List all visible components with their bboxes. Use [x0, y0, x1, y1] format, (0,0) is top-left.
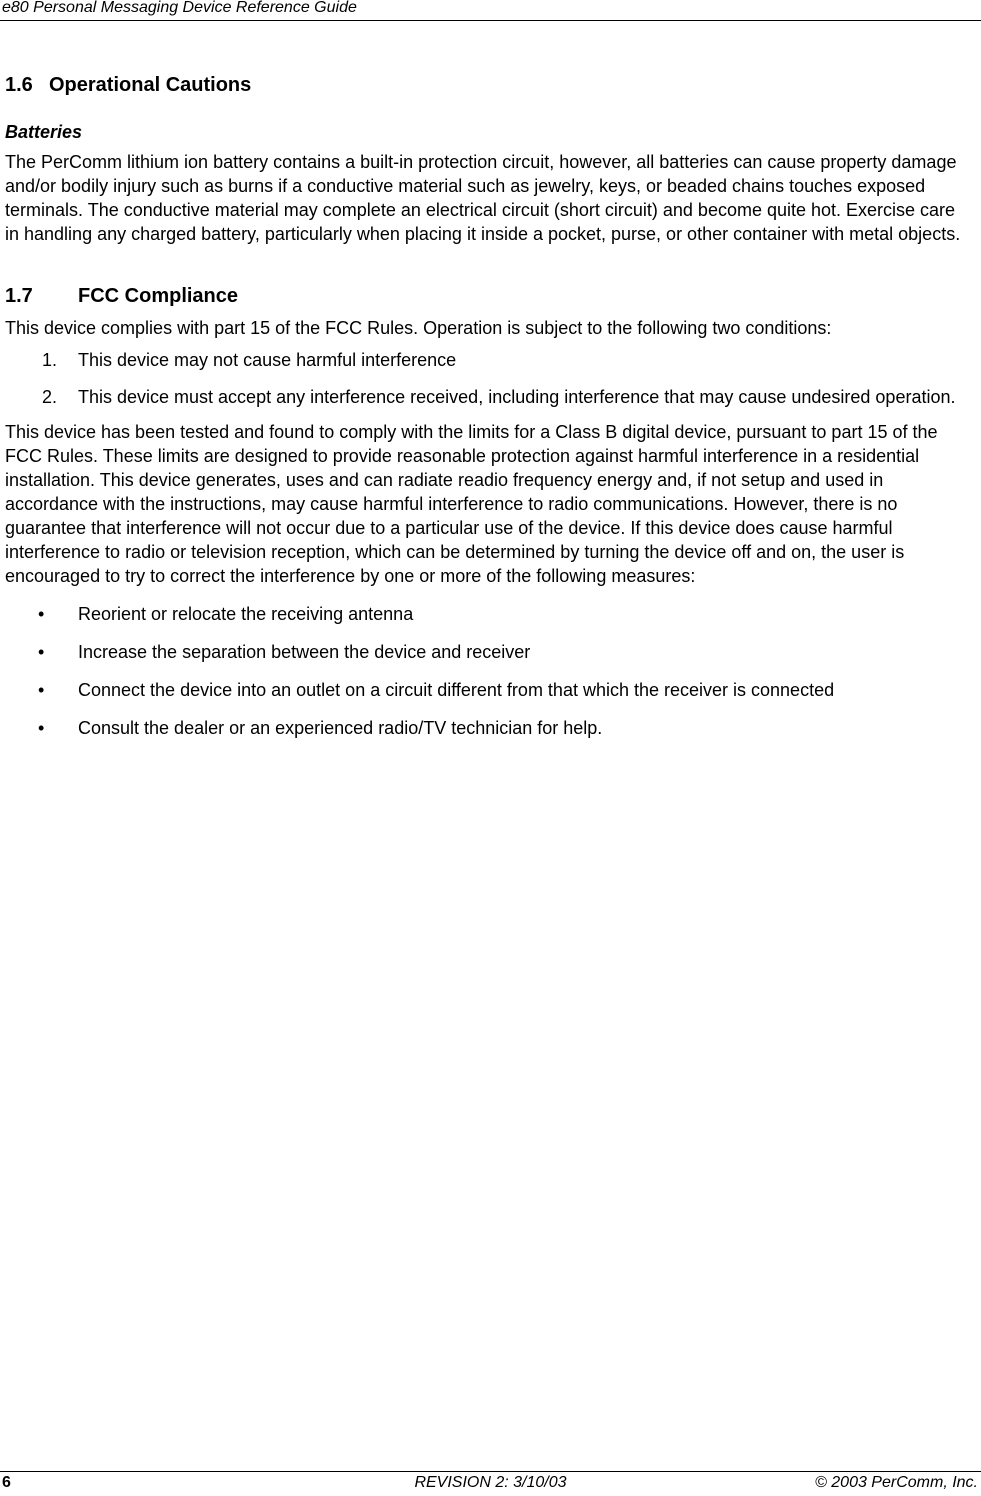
bullet-icon: •	[38, 642, 45, 662]
revision-label: REVISION 2: 3/10/03	[414, 1474, 567, 1491]
list-item	[5, 716, 970, 740]
subheading-batteries: Batteries	[5, 122, 83, 142]
page-header	[0, 0, 981, 21]
page-footer	[0, 1471, 981, 1496]
list-item-text: Connect the device into an outlet on a circuit different from that which the receiver is connected	[78, 680, 835, 700]
section-heading-1-6	[5, 70, 970, 100]
list-item-text: Consult the dealer or an experienced radio/TV technician for help.	[78, 718, 603, 738]
bullet-icon: •	[38, 718, 45, 738]
fcc-intro-paragraph: This device complies with part 15 of the FCC Rules. Operation is subject to the following two conditions:	[5, 318, 832, 338]
header-title: e80 Personal Messaging Device Reference Guide	[2, 0, 357, 16]
conditions-list	[5, 348, 970, 409]
list-item-text: Reorient or relocate the receiving antenna	[78, 604, 414, 624]
battery-paragraph: The PerComm lithium ion battery contains a built-in protection circuit, however, all batteries can cause property damage and/or bodily injury such as burns if a conductive material such as jewelry, keys, or beaded chains touches exposed terminals. The conductive material may complete an electrical circuit (short circuit) and become quite hot. Exercise care in handling any charged battery, particularly when placing it inside a pocket, purse, or other container with metal objects.	[5, 152, 961, 244]
section-title: Operational Cautions	[49, 74, 252, 96]
list-item-text: This device may not cause harmful interference	[78, 350, 457, 370]
section-title: FCC Compliance	[78, 285, 239, 307]
list-item	[5, 678, 970, 702]
fcc-class-b-paragraph: This device has been tested and found to comply with the limits for a Class B digital device, pursuant to part 15 of the FCC Rules. These limits are designed to provide reasonable protection against harmful interference in a residential installation. This device generates, uses and can radiate readio frequency energy and, if not setup and used in accordance with the instructions, may cause harmful interference to radio communications. However, there is no guarantee that interference will not occur due to a particular use of the device. If this device does cause harmful interference to radio or television reception, which can be determined by turning the device off and on, the user is encouraged to try to correct the interference by one or more of the following measures:	[5, 422, 938, 586]
list-item	[5, 640, 970, 664]
list-item	[5, 385, 970, 409]
section-number: 1.7	[5, 285, 33, 307]
list-item	[5, 348, 970, 372]
list-item	[5, 602, 970, 626]
bullet-icon: •	[38, 680, 45, 700]
section-heading-1-7	[5, 281, 970, 311]
copyright-notice: © 2003 PerComm, Inc.	[815, 1474, 978, 1491]
list-marker: 1.	[42, 350, 58, 370]
section-number: 1.6	[5, 74, 33, 96]
list-item-text: Increase the separation between the device and receiver	[78, 642, 531, 662]
list-marker: 2.	[42, 387, 58, 407]
bullet-icon: •	[38, 604, 45, 624]
list-item-text: This device must accept any interference received, including interference that may cause undesired operation.	[78, 387, 956, 407]
measures-list	[5, 602, 970, 740]
document-body	[5, 70, 970, 754]
page-number: 6	[2, 1474, 11, 1491]
